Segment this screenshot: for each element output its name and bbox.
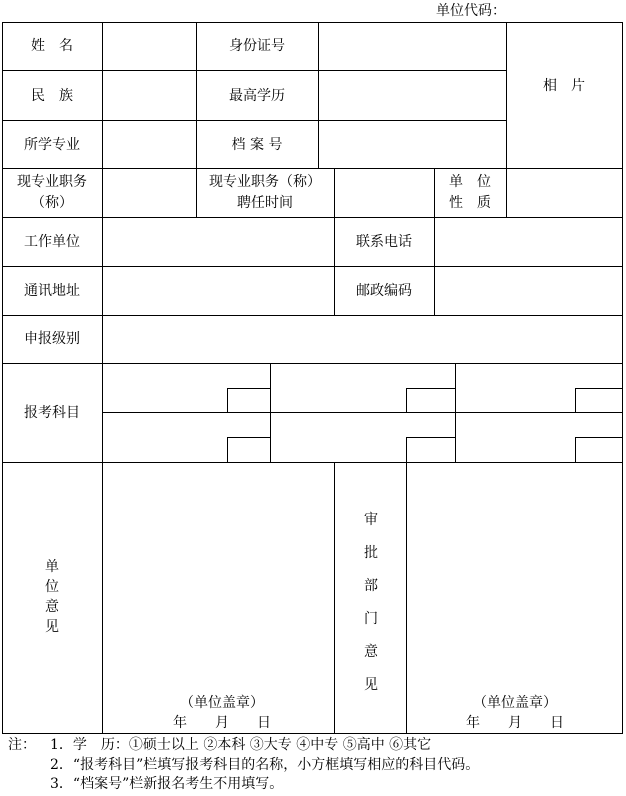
address-label: 通讯地址: [24, 283, 80, 299]
col-line: [334, 168, 335, 217]
notes-prefix: 注：: [8, 737, 36, 753]
col-line: [102, 22, 103, 168]
border-bottom: [2, 733, 623, 734]
row-line: [2, 315, 623, 316]
subject-mid-line: [102, 412, 623, 413]
note-3: 3．“档案号”栏新报名考生不用填写。: [50, 776, 284, 792]
subject-code-box[interactable]: [575, 437, 623, 463]
subject-code-box[interactable]: [406, 388, 456, 413]
approval-opinion-char: 部: [364, 578, 378, 594]
major-label: 所学专业: [24, 137, 80, 153]
approval-opinion-label: [364, 513, 378, 692]
unit-nature-label-line2: 性 质: [449, 195, 491, 211]
subject-code-box[interactable]: [227, 437, 271, 463]
unit-opinion-char: 位: [45, 579, 59, 595]
ethnicity-label: 民 族: [31, 88, 73, 104]
unit-opinion-label: [45, 560, 59, 634]
subjects-label: 报考科目: [24, 405, 80, 421]
unit-opinion-char: 意: [45, 599, 59, 615]
current-title-label-line2: （称）: [31, 195, 73, 211]
approval-opinion-char: 意: [364, 644, 378, 660]
approval-opinion-char: 审: [364, 512, 378, 528]
note-2: 2．“报考科目”栏填写报考科目的名称，小方框填写相应的科目代码。: [50, 757, 480, 773]
file-number-label: 档 案 号: [231, 137, 283, 153]
photo-label: 相 片: [543, 78, 585, 94]
row-line: [2, 70, 507, 71]
subject-code-box[interactable]: [406, 437, 456, 463]
approval-seal-label: （单位盖章）: [473, 695, 557, 711]
unit-seal-label: （单位盖章）: [180, 695, 264, 711]
approval-opinion-char: 批: [364, 545, 378, 561]
approval-opinion-char: 门: [364, 611, 378, 627]
appointment-label-line1: 现专业职务（称）: [209, 174, 321, 190]
col-line: [318, 22, 319, 168]
row-line: [2, 168, 623, 169]
row-line: [2, 217, 623, 218]
unit-opinion-char: 单: [45, 559, 59, 575]
postcode-label: 邮政编码: [356, 283, 412, 299]
current-title-label-line1: 现专业职务: [17, 174, 87, 190]
row-line: [2, 462, 623, 463]
approval-opinion-char: 见: [364, 677, 378, 693]
unit-opinion-char: 见: [45, 619, 59, 635]
phone-label: 联系电话: [356, 234, 412, 250]
approval-date-label: 年 月 日: [466, 715, 564, 731]
row-line: [2, 120, 507, 121]
col-line: [196, 22, 197, 168]
appointment-label-line2: 聘任时间: [237, 195, 293, 211]
border-right: [622, 22, 623, 734]
col-line: [102, 363, 103, 462]
col-line: [102, 168, 103, 217]
col-line: [334, 462, 335, 733]
col-line: [102, 217, 103, 315]
unit-nature-label-line1: 单 位: [449, 174, 491, 190]
col-line: [506, 22, 507, 168]
col-line: [406, 462, 407, 733]
highest-education-label: 最高学历: [229, 88, 285, 104]
row-line: [2, 363, 623, 364]
unit-date-label: 年 月 日: [173, 715, 271, 731]
col-line: [196, 168, 197, 217]
col-line: [434, 168, 435, 217]
id-number-label: 身份证号: [229, 38, 285, 54]
level-label: 申报级别: [24, 331, 80, 347]
border-top: [2, 22, 623, 23]
subject-code-box[interactable]: [575, 388, 623, 413]
row-line: [2, 266, 623, 267]
col-line: [506, 168, 507, 217]
subject-code-box[interactable]: [227, 388, 271, 413]
col-line: [334, 217, 335, 315]
note-1: 1．学 历：①硕士以上 ②本科 ③大专 ④中专 ⑤高中 ⑥其它: [50, 737, 432, 753]
unit-code-label: 单位代码：: [436, 3, 506, 19]
col-line: [102, 315, 103, 363]
border-left: [2, 22, 3, 734]
col-line: [102, 462, 103, 733]
col-line: [434, 217, 435, 315]
name-label: 姓 名: [31, 38, 73, 54]
work-unit-label: 工作单位: [24, 234, 80, 250]
